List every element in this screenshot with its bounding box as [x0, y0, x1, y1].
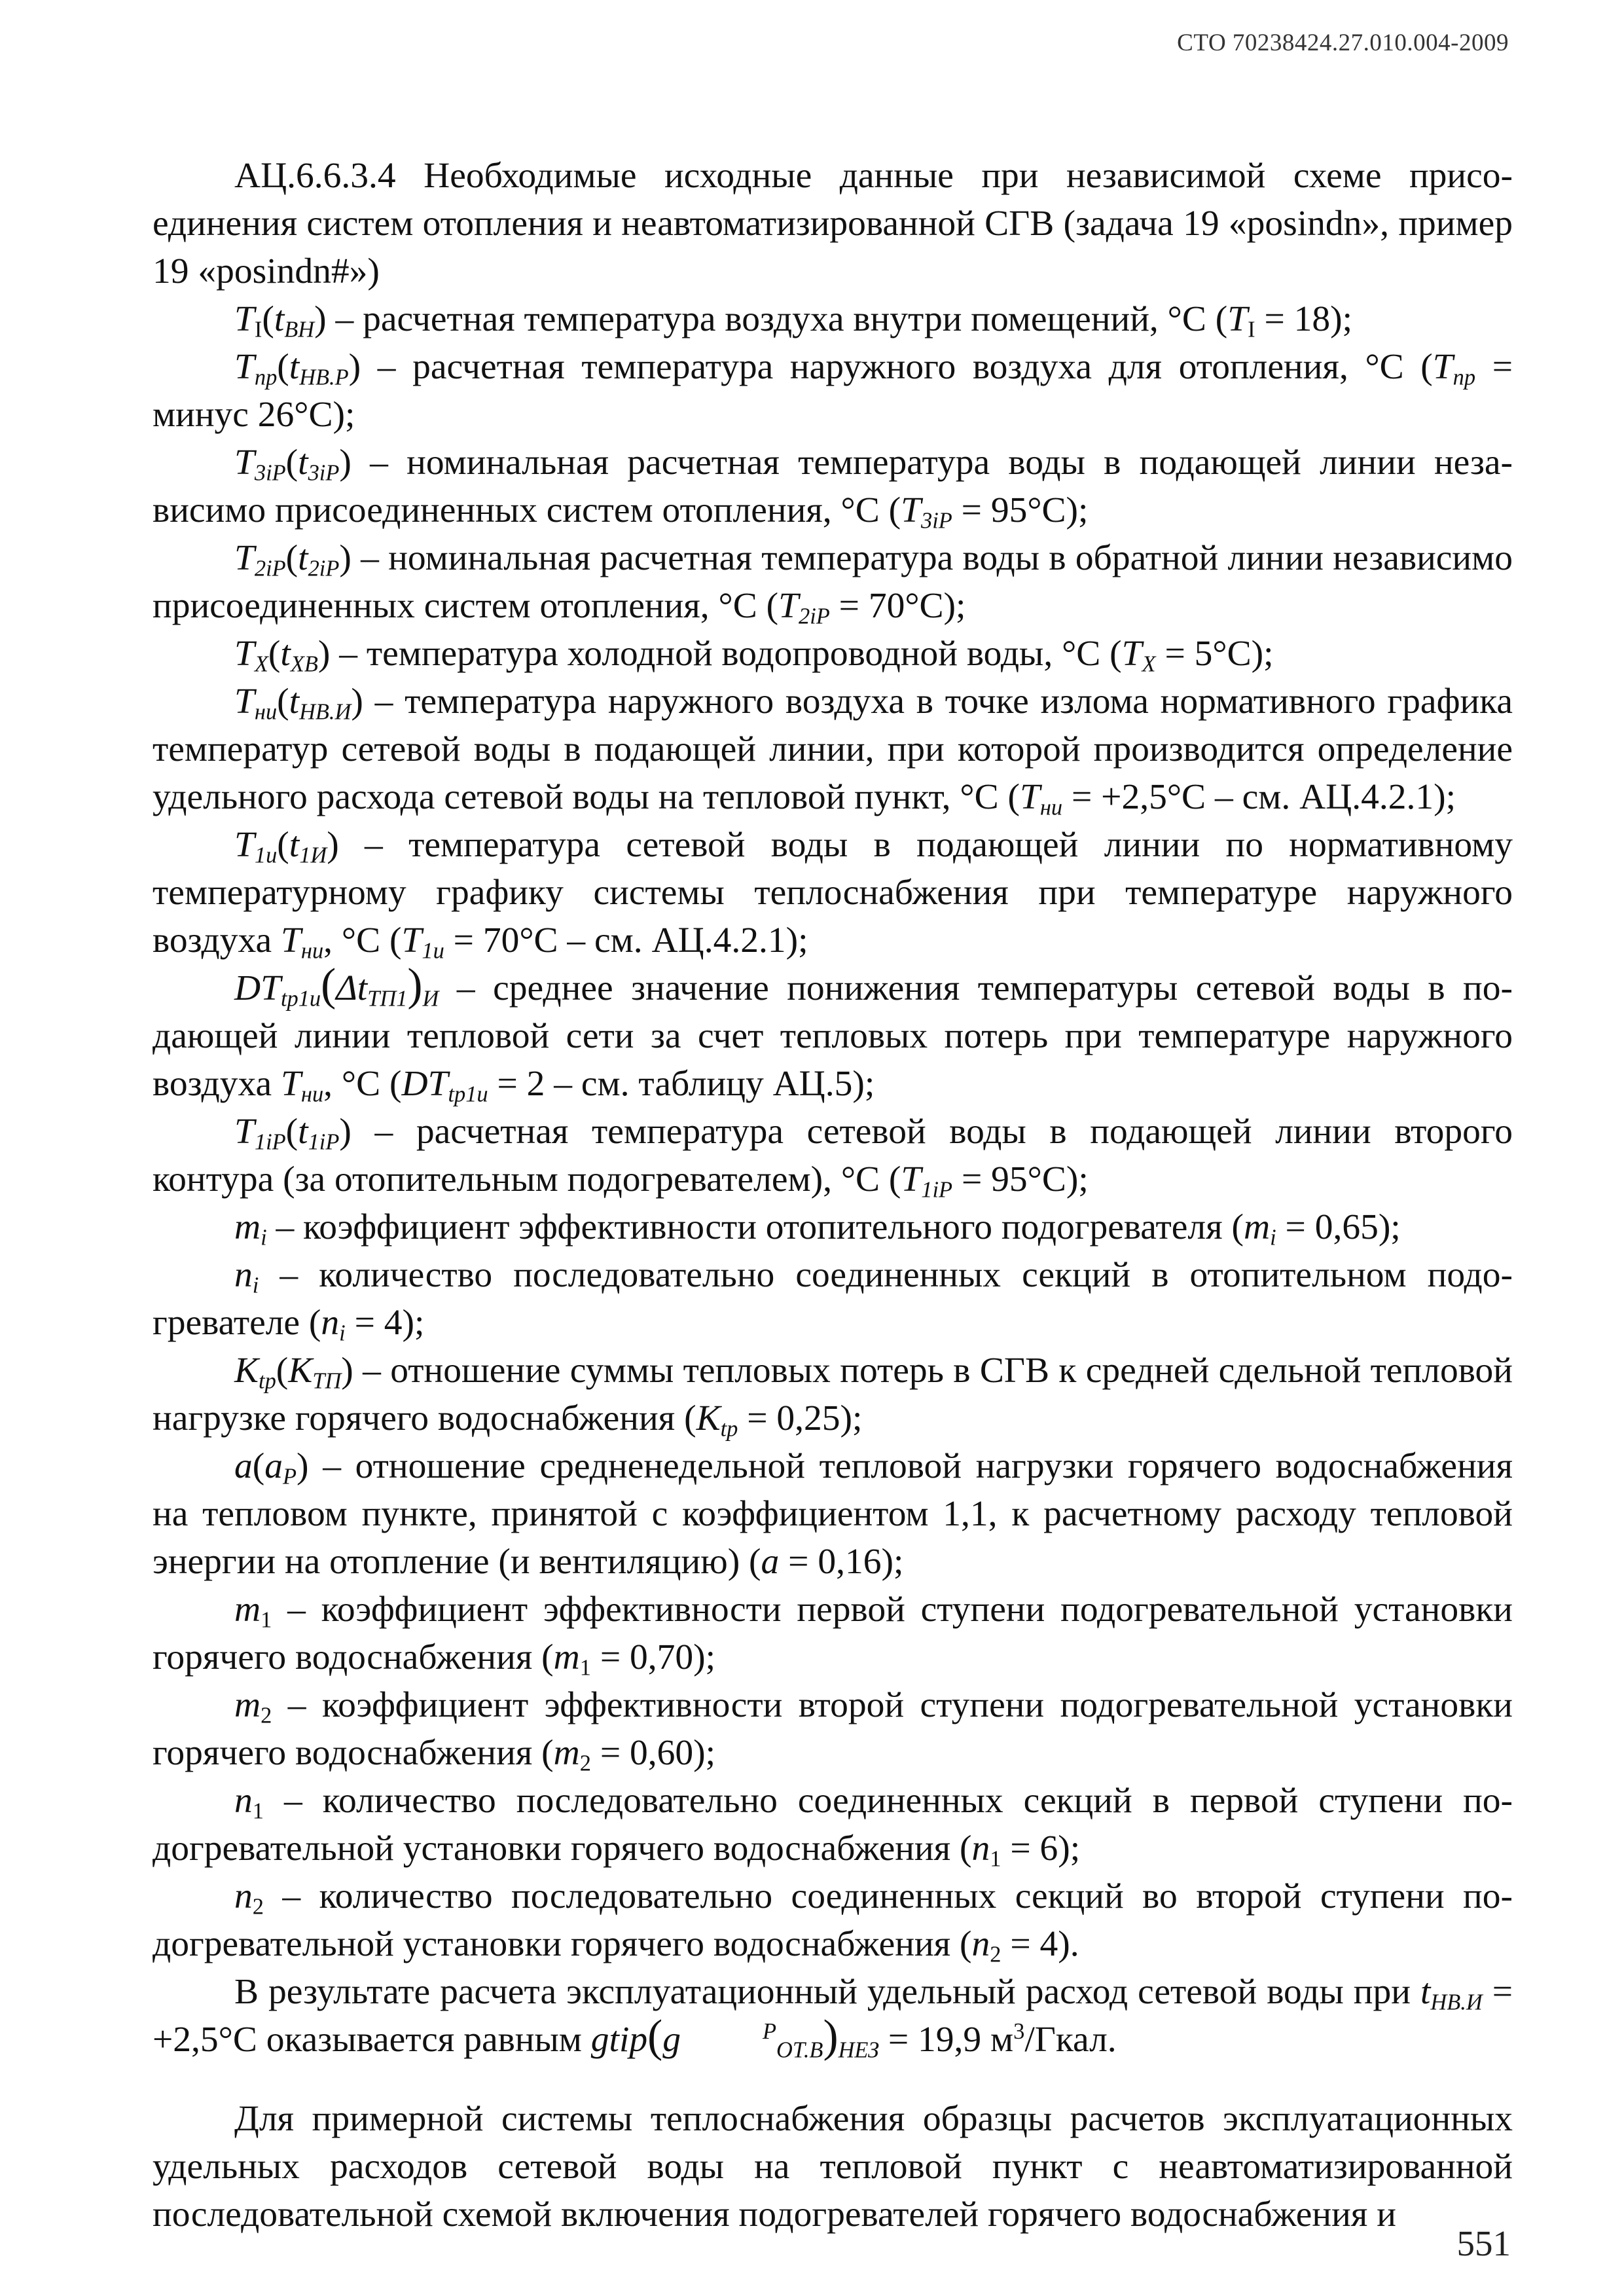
- paragraph-def-ktp: $K_{tp}(K_{ТП})$ – отношение суммы тепловых потерь в СГВ к средней сдельной тепловой нагрузке горячего водоснабжения $(K_{tp} = 0,25)$;: [153, 1351, 1513, 1442]
- paragraph-def-n2: $n_2$ – количество последовательно соединенных секций во второй ступени подогревательной установки горячего водоснабжения $(n_2 = 4)$.: [153, 1876, 1513, 1967]
- paragraph-def-t3ip: $T_{3iP}(t_{3iP})$ – номинальная расчетная температура воды в подающей линии независимо присоединенных систем отопления, °С $(T_{3iP} = 95^\circ С)$;: [153, 443, 1513, 534]
- paragraph-def-t-internal: $T_I(t_{ВН})$ – расчетная температура воздуха внутри помещений, °С $(T_I = 18)$;: [234, 299, 1353, 342]
- paragraph-section-title: АЦ.6.6.3.4 Необходимые исходные данные при независимой схеме присоединения систем отопления и неавтоматизированной СГВ (задача 19 «posindn», пример 19 «posindn#»): [153, 156, 1513, 291]
- paragraph-def-mi: $m_i$ – коэффициент эффективности отопительного подогревателя $(m_i = 0,65)$;: [234, 1207, 1401, 1250]
- paragraph-def-a: $a(a_P)$ – отношение средненедельной тепловой нагрузки горячего водоснабжения на тепловом пункте, принятой с коэффициентом 1,1, к расчетному расходу тепловой энергии на отопление (и вентиляцию) (a = 0,16);: [153, 1446, 1513, 1582]
- paragraph-def-t-break-point: $T_{ни}(t_{НВ.И})$ – температура наружного воздуха в точке излома нормативного графика температур сетевой воды в подающей линии, при которой производится определение удельного расхода сетевой воды на тепловой пункт, °С ($T_{ни} = +2,5^\circ С$ – см. АЦ.4.2.1);: [153, 682, 1513, 820]
- paragraph-def-dt-loss: $DT_{tp1и}(\Delta t_{ТП1})_И$ – среднее значение понижения температуры сетевой воды в подающей линии тепловой сети за счет тепловых потерь при температуре наружного воздуха $T_{ни}$, °С ($DT_{tp1и} = 2$ – см. таблицу АЦ.5);: [153, 960, 1513, 1107]
- paragraph-def-m2: $m_2$ – коэффициент эффективности второй ступени подогревательной установки горячего водоснабжения $(m_2 = 0,60)$;: [153, 1685, 1513, 1776]
- paragraph-conclusion: Для примерной системы теплоснабжения образцы расчетов эксплуатационных удельных расходов сетевой воды на тепловой пункт с неавтоматизированной последовательной схемой включения подогревателей горячего водоснабжения и: [153, 2099, 1513, 2234]
- paragraph-result: В результате расчета эксплуатационный удельный расход сетевой воды при $t_{НВ.И} = +2,5^\circ С$ оказывается равным gtip(g $^P_{ОТ.В})_{НЕЗ} = 19,9$ $м^3$/Гкал.: [153, 1972, 1513, 2063]
- document-code-header: СТО 70238424.27.010.004-2009: [1177, 29, 1509, 56]
- paragraph-def-tx: $T_X(t_{ХВ})$ – температура холодной водопроводной воды, °С $(T_X = 5^\circ С)$;: [234, 634, 1274, 677]
- paragraph-def-ni: $n_i$ – количество последовательно соединенных секций в отопительном подогревателе $(n_i = 4)$;: [153, 1255, 1513, 1346]
- paragraph-def-t1ip: $T_{1iP}(t_{1iP})$ – расчетная температура сетевой воды в подающей линии второго контура (за отопительным подогревателем), °С $(T_{1iP} = 95^\circ С)$;: [153, 1112, 1513, 1203]
- paragraph-def-t1u: $T_{1и}(t_{1И})$ – температура сетевой воды в подающей линии по нормативному температурному графику системы теплоснабжения при температуре наружного воздуха $T_{ни}$, °С ($T_{1и} = 70^\circ С$ – см. АЦ.4.2.1);: [153, 825, 1513, 964]
- paragraph-def-t-outdoor-design: $T_{пр}(t_{НВ.Р})$ – расчетная температура наружного воздуха для отопления, °С ($T_{пр}$ = минус 26°С);: [153, 347, 1513, 435]
- paragraph-def-n1: $n_1$ – количество последовательно соединенных секций в первой ступени подогревательной установки горячего водоснабжения $(n_1 = 6)$;: [153, 1781, 1513, 1872]
- paragraph-def-m1: $m_1$ – коэффициент эффективности первой ступени подогревательной установки горячего водоснабжения $(m_1 = 0,70)$;: [153, 1590, 1513, 1681]
- document-body: [153, 152, 1513, 2238]
- paragraph-def-t2ip: $T_{2iP}(t_{2iP})$ – номинальная расчетная температура воды в обратной линии независимо присоединенных систем отопления, °С $(T_{2iP} = 70^\circ С)$;: [153, 538, 1513, 629]
- page-number: 551: [1456, 2223, 1511, 2263]
